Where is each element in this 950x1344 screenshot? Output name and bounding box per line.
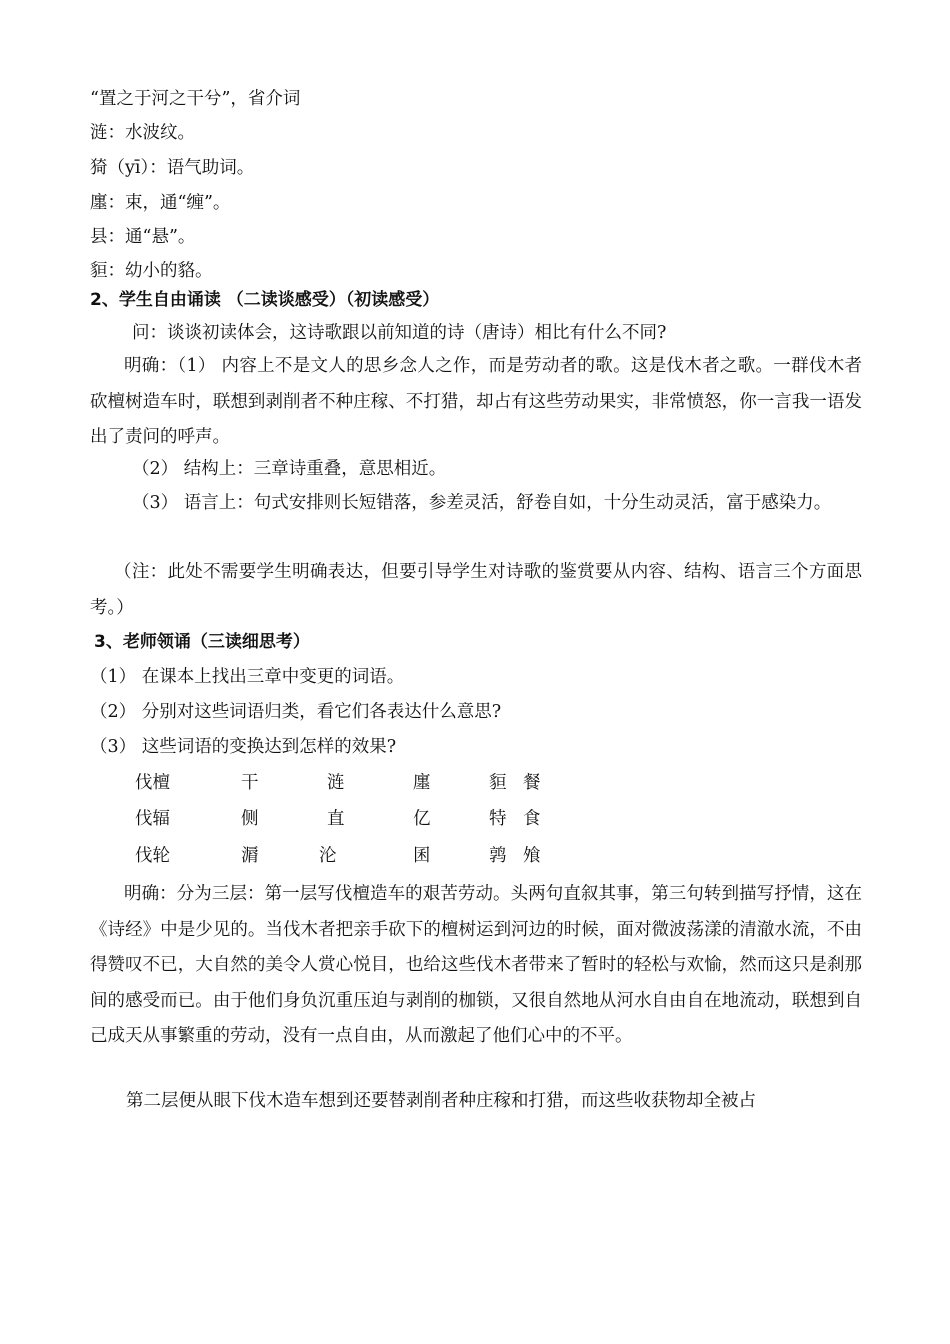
gloss-line-5: 县：通“悬”。	[90, 227, 196, 247]
section-3-item-1: （1） 在课本上找出三章中变更的词语。	[90, 667, 405, 687]
word-cell: 亿	[413, 809, 431, 829]
word-cell: 飧	[523, 846, 541, 866]
word-cell: 沦	[319, 846, 337, 866]
section-2-question: 问：谈谈初读体会，这诗歌跟以前知道的诗（唐诗）相比有什么不同?	[132, 323, 667, 343]
section-2-heading: 2、学生自由诵读 （二读谈感受）（初读感受）	[90, 290, 440, 310]
word-cell: 直	[327, 809, 345, 829]
section-2-answer-2: （2） 结构上：三章诗重叠，意思相近。	[132, 459, 447, 479]
section-3-explanation-2: 第二层便从眼下伐木造车想到还要替剥削者种庄稼和打猎，而这些收获物却全被占	[126, 1091, 756, 1111]
word-cell: 餐	[523, 773, 541, 793]
word-cell: 涟	[327, 773, 345, 793]
gloss-line-3: 猗（yī）：语气助词。	[90, 158, 255, 178]
gloss-line-4: 廛：束，通“缠”。	[90, 193, 231, 213]
word-cell: 伐檀	[135, 773, 170, 793]
section-2-note: （注：此处不需要学生明确表达，但要引导学生对诗歌的鉴赏要从内容、结构、语言三个方面思考。）	[90, 562, 862, 618]
section-3-item-2: （2） 分别对这些词语归类，看它们各表达什么意思?	[90, 702, 502, 722]
gloss-line-1: “置之于河之干兮”，省介词	[90, 89, 301, 109]
gloss-line-2: 涟：水波纹。	[90, 123, 195, 143]
section-2-answer-1: 明确：（1） 内容上不是文人的思乡念人之作，而是劳动者的歌。这是伐木者之歌。一群伐木者砍檀树造车时，联想到剥削者不种庄稼、不打猎，却占有这些劳动果实，非常愤怒，你一言我一语发出了责问的呼声。	[90, 356, 862, 447]
word-cell: 伐轮	[135, 846, 170, 866]
word-cell: 囷	[413, 846, 431, 866]
word-cell: 食	[523, 809, 541, 829]
section-3-explanation-1: 明确：分为三层：第一层写伐檀造车的艰苦劳动。头两句直叙其事，第三句转到描写抒情，这在《诗经》中是少见的。当伐木者把亲手砍下的檀树运到河边的时候，面对微波荡漾的清澈水流，不由得赞叹不已，大自然的美令人赏心悦目，也给这些伐木者带来了暂时的轻松与欢愉，然而这只是刹那间的感受而已。由于他们身负沉重压迫与剥削的枷锁，又很自然地从河水自由自在地流动，联想到自己成天从事繁重的劳动，没有一点自由，从而激起了他们心中的不平。	[90, 884, 862, 1046]
word-cell: 特	[489, 809, 507, 829]
word-cell: 干	[241, 773, 259, 793]
section-3-heading: 3、老师领诵（三读细思考）	[94, 632, 310, 652]
section-3-item-3: （3） 这些词语的变换达到怎样的效果?	[90, 737, 397, 757]
word-cell: 漘	[241, 846, 259, 866]
gloss-line-6: 貆：幼小的貉。	[90, 261, 213, 281]
section-2-answer-3: （3） 语言上：句式安排则长短错落，参差灵活，舒卷自如，十分生动灵活，富于感染力。	[132, 493, 832, 513]
word-cell: 侧	[241, 809, 259, 829]
word-cell: 鹑	[489, 846, 507, 866]
word-cell: 貆	[489, 773, 507, 793]
word-cell: 廛	[413, 773, 431, 793]
word-cell: 伐辐	[135, 809, 170, 829]
